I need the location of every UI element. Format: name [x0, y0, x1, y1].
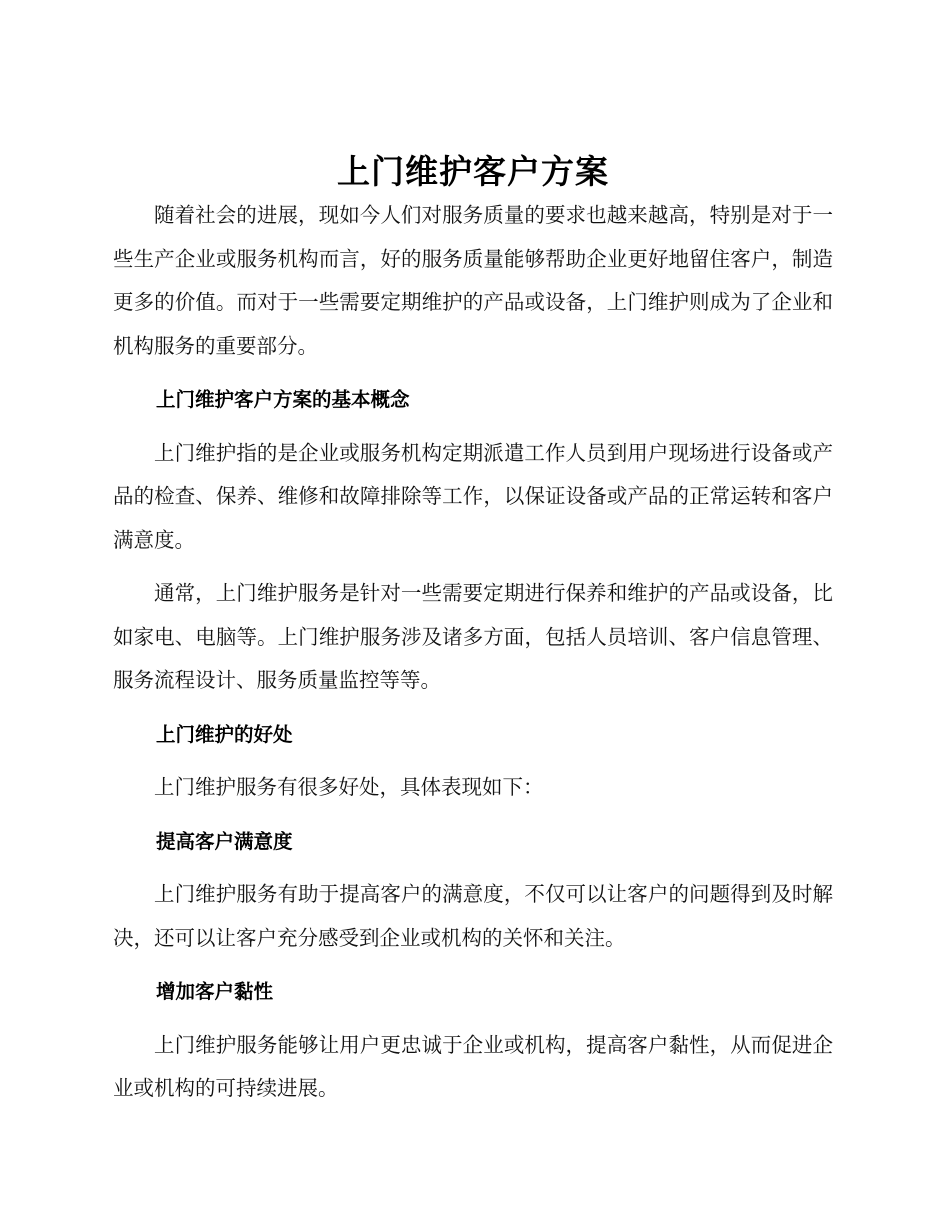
section-heading: 上门维护的好处 [156, 722, 293, 746]
body-paragraph: 上门维护服务能够让用户更忠诚于企业或机构，提高客户黏性，从而促进企业或机构的可持续进展。 [113, 1032, 833, 1100]
subsection-heading: 增加客户黏性 [156, 980, 274, 1003]
subsection-heading: 提高客户满意度 [156, 829, 293, 853]
body-paragraph: 上门维护服务有助于提高客户的满意度，不仅可以让客户的问题得到及时解决，还可以让客户充分感受到企业或机构的关怀和关注。 [113, 882, 833, 950]
document-title: 上门维护客户方案 [337, 152, 609, 191]
document-body [113, 150, 833, 1111]
body-paragraph: 通常，上门维护服务是针对一些需要定期进行保养和维护的产品或设备，比如家电、电脑等。上门维护服务涉及诸多方面，包括人员培训、客户信息管理、服务流程设计、服务质量监控等等。 [113, 581, 833, 692]
section-heading: 上门维护客户方案的基本概念 [156, 388, 410, 411]
intro-paragraph: 随着社会的进展，现如今人们对服务质量的要求也越来越高，特别是对于一些生产企业或服务机构而言，好的服务质量能够帮助企业更好地留住客户，制造更多的价值。而对于一些需要定期维护的产品或设备，上门维护则成为了企业和机构服务的重要部分。 [113, 203, 833, 358]
body-paragraph: 上门维护服务有很多好处，具体表现如下： [154, 775, 544, 799]
body-paragraph: 上门维护指的是企业或服务机构定期派遣工作人员到用户现场进行设备或产品的检查、保养、维修和故障排除等工作，以保证设备或产品的正常运转和客户满意度。 [113, 440, 833, 552]
